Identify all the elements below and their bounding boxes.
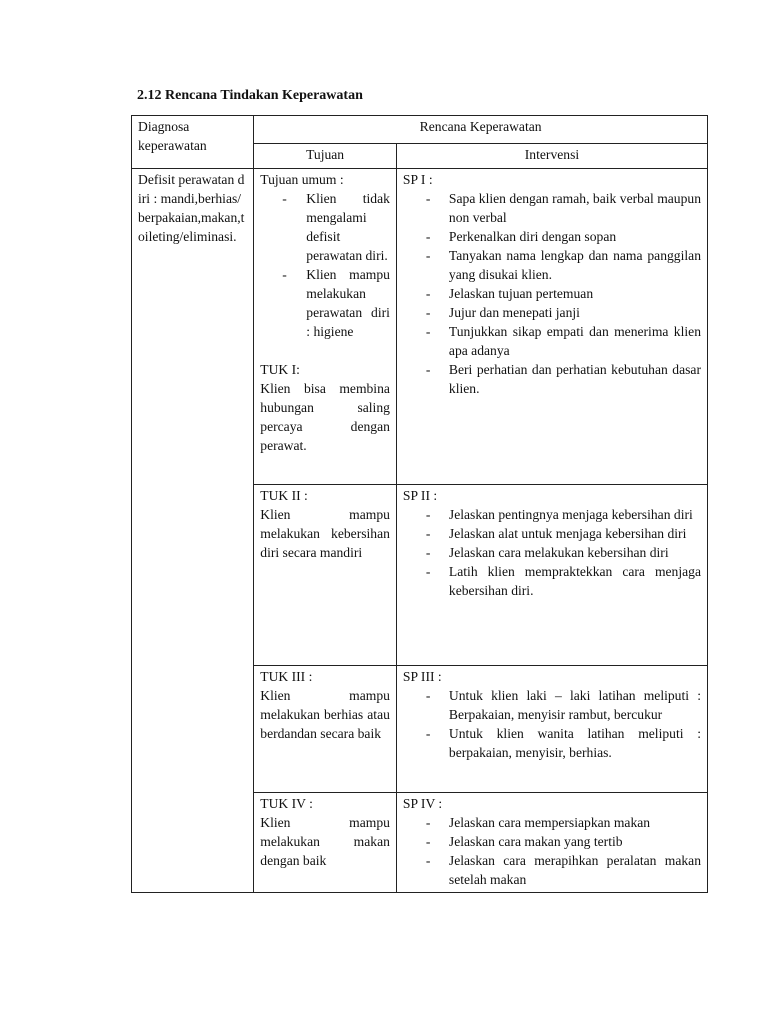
- header-diagnosa: Diagnosa keperawatan: [132, 116, 254, 169]
- sp-list: [403, 813, 701, 889]
- list-item: - Klien tidak mengalami defisit perawatan diri.: [260, 189, 390, 265]
- tujuan-umum-list: [260, 189, 390, 341]
- list-item: - Untuk klien wanita latihan meliputi : berpakaian, menyisir, berhias.: [403, 724, 701, 762]
- table-row: [132, 169, 708, 485]
- page-title: 2.12 Rencana Tindakan Keperawatan: [137, 88, 363, 103]
- tuk-label: TUK I:: [260, 362, 300, 377]
- list-item: - Latih klien mempraktekkan cara menjaga kebersihan diri.: [403, 562, 701, 600]
- intervensi-cell: [396, 485, 707, 666]
- tuk-label: TUK III :: [260, 669, 313, 684]
- tujuan-umum-label: Tujuan umum :: [260, 172, 344, 187]
- list-item: - Klien mampu melakukan perawatan diri : higiene: [260, 265, 390, 341]
- tuk-label: TUK II :: [260, 488, 308, 503]
- list-item: - Tanyakan nama lengkap dan nama panggilan yang disukai klien.: [403, 246, 701, 284]
- diagnosa-text: Defisit perawatan diri : mandi,berhias/berpakaian,makan,toileting/eliminasi.: [138, 172, 245, 244]
- list-item: - Jelaskan tujuan pertemuan: [403, 284, 701, 303]
- tuk-text: Klien mampu melakukan kebersihan diri secara mandiri: [260, 507, 390, 560]
- tuk-text: Klien mampu melakukan makan dengan baik: [260, 815, 390, 868]
- care-plan-table: [131, 115, 708, 893]
- list-item: - Jelaskan cara merapihkan peralatan makan setelah makan: [403, 851, 701, 889]
- diagnosa-cell: [132, 169, 254, 893]
- tuk-text: Klien mampu melakukan berhias atau berdandan secara baik: [260, 688, 390, 741]
- list-item: - Jelaskan cara melakukan kebersihan diri: [403, 543, 701, 562]
- list-item: - Jujur dan menepati janji: [403, 303, 701, 322]
- sp-list: [403, 505, 701, 600]
- sp-label: SP III :: [402, 669, 442, 684]
- tujuan-cell: [254, 793, 397, 893]
- list-item: - Jelaskan cara mempersiapkan makan: [403, 813, 701, 832]
- tujuan-cell: [254, 485, 397, 666]
- list-item: - Jelaskan alat untuk menjaga kebersihan diri: [403, 524, 701, 543]
- tujuan-cell: [254, 169, 397, 485]
- header-tujuan: Tujuan: [254, 144, 397, 169]
- tujuan-cell: [254, 666, 397, 793]
- list-item: - Beri perhatian dan perhatian kebutuhan dasar klien.: [403, 360, 701, 398]
- sp-list: [403, 189, 701, 398]
- tuk-text: Klien bisa membina hubungan saling percaya dengan perawat.: [260, 381, 390, 453]
- tuk-block: [260, 360, 390, 455]
- intervensi-cell: [396, 169, 707, 485]
- list-item: - Sapa klien dengan ramah, baik verbal maupun non verbal: [403, 189, 701, 227]
- list-item: - Untuk klien laki – laki latihan meliputi : Berpakaian, menyisir rambut, bercukur: [403, 686, 701, 724]
- sp-label: SP II :: [402, 488, 438, 503]
- list-item: - Jelaskan pentingnya menjaga kebersihan diri: [403, 505, 701, 524]
- tuk-label: TUK IV :: [260, 796, 313, 811]
- list-item: - Tunjukkan sikap empati dan menerima klien apa adanya: [403, 322, 701, 360]
- sp-list: [403, 686, 701, 762]
- sp-label: SP IV :: [402, 796, 443, 811]
- sp-label: SP I :: [402, 172, 433, 187]
- header-rencana: Rencana Keperawatan: [254, 116, 708, 144]
- intervensi-cell: [396, 793, 707, 893]
- header-intervensi: Intervensi: [396, 144, 707, 169]
- intervensi-cell: [396, 666, 707, 793]
- list-item: - Jelaskan cara makan yang tertib: [403, 832, 701, 851]
- list-item: - Perkenalkan diri dengan sopan: [403, 227, 701, 246]
